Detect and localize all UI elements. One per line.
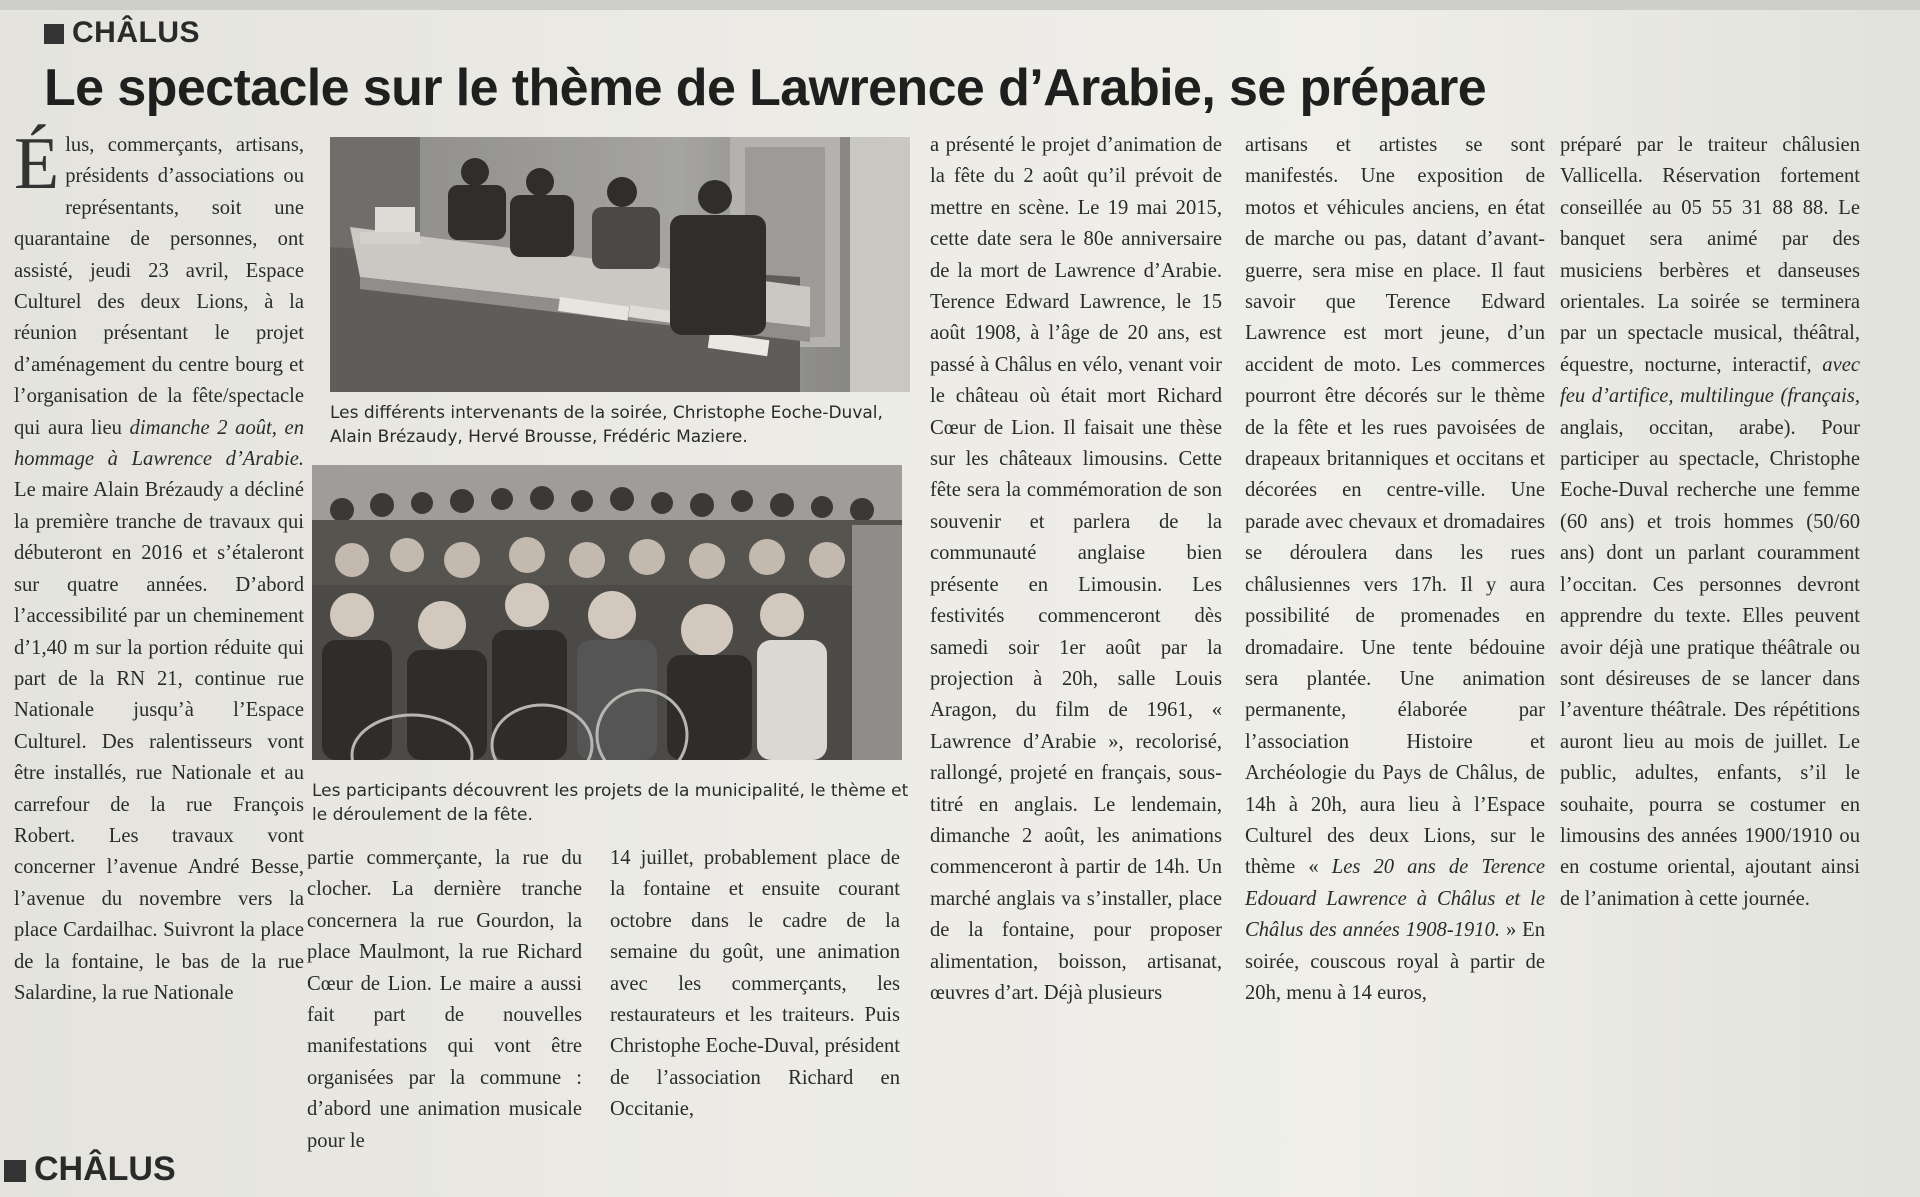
col1-text-b: Le maire Alain Brézaudy a décliné la première tranche de travaux qui débuteront en 2016 et s’étaleront sur quatre années. D’abord l’accessibilité par un cheminement d’1,40 m sur la portion réduite qui part de la RN 21, continue rue Nationale jusqu’à l’Espace Culturel. Des ralentisseurs vont être installés, rue Nationale et au carrefour de la rue François Robert. Les travaux vont concerner l’avenue André Besse, l’avenue du novembre vers la place Cardailhac. Suivront la place de la fontaine, le bas de la rue Salardine, la rue Nationale — [14, 479, 304, 1004]
top-edge — [0, 0, 1920, 10]
article-column-5 — [1245, 130, 1545, 1009]
article-column-1 — [14, 123, 304, 1009]
article-column-3 — [610, 843, 900, 1126]
section-title-top: CHÂLUS — [72, 16, 200, 49]
col6-text-a: préparé par le traiteur châlusien Vallicella. Réservation fortement conseillée au 05 55 31 88 88. Le banquet sera animé par des musiciens berbères et danseuses orientales. La soirée se terminera par un spectacle musical, théâtral, équestre, nocturne, interactif, — [1560, 134, 1860, 376]
col2-text: partie commerçante, la rue du clocher. La dernière tranche concernera la rue Gourdon, la place Maulmont, la rue Richard Cœur de Lion. Le maire a aussi fait part de nouvelles manifestations qui vont être organisées par la commune : d’abord une animation musicale pour le — [307, 847, 582, 1152]
article-headline: Le spectacle sur le thème de Lawrence d’Arabie, se prépare — [44, 59, 1487, 117]
col3-text: 14 juillet, probablement place de la fontaine et ensuite courant octobre dans le cadre de la semaine du goût, une animation avec les commerçants, les restaurateurs et les traiteurs. Puis Christophe Eoche-Duval, président de l’association Richard en Occitanie, — [610, 847, 900, 1121]
photo-audience — [312, 465, 902, 760]
photo-audience-image — [312, 465, 902, 760]
section-header-top — [44, 16, 200, 50]
col5-text-b: » En soirée, couscous royal à partir de 20h, menu à 14 euros, — [1245, 919, 1545, 1004]
section-square-icon — [44, 24, 64, 44]
photo-speakers — [330, 137, 910, 392]
article-column-6 — [1560, 130, 1860, 915]
col4-text: a présenté le projet d’animation de la fête du 2 août qu’il prévoit de mettre en scène. Le 19 mai 2015, cette date sera le 80e anniversaire de la mort de Lawrence d’Arabie. Terence Edward Lawrence, le 15 août 1908, à l’âge de 20 ans, est passé à Châlus en vélo, venant voir le château où était mort Richard Cœur de Lion. Il faisait une thèse sur les châteaux limousins. Cette fête sera la commémoration de son souvenir et parlera de la communauté anglaise bien présente en Limousin. Les festivités commenceront dès samedi soir 1er août par la projection à 20h, salle Louis Aragon, du film de 1961, « Lawrence d’Arabie », recolorisé, rallongé, projeté en français, sous-titré en anglais. Le lendemain, dimanche 2 août, les animations commenceront à partir de 14h. Un marché anglais va s’installer, place de la fontaine, pour proposer alimentation, boisson, artisanat, œuvres d’art. Déjà plusieurs — [930, 134, 1222, 1004]
section-title-bottom: CHÂLUS — [34, 1150, 176, 1188]
article-column-2 — [307, 843, 582, 1157]
col6-text-b: anglais, occitan, arabe). Pour participer au spectacle, Christophe Eoche-Duval recherche une femme (60 ans) et trois hommes (50/60 ans) dont un parlant couramment l’occitan. Ces personnes devront apprendre du texte. Elles peuvent avoir déjà une pratique théâtrale ou sont désireuses de se lancer dans l’aventure théâtrale. Des répétitions auront lieu au mois de juillet. Le public, adultes, enfants, s’il le souhaite, pourra se costumer en limousins des années 1900/1910 ou en costume oriental, ajoutant ainsi de l’animation à cette journée. — [1560, 416, 1860, 910]
col1-text-emphasis: dimanche 2 août, en hommage à Lawrence d’Arabie. — [14, 416, 304, 471]
col1-text-a: lus, commerçants, artisans, présidents d’associations ou représentants, soit une quarantaine de personnes, ont assisté, jeudi 23 avril, Espace Culturel des deux Lions, à la réunion présentant le projet d’aménagement du centre bourg et l’organisation de la fête/spectacle qui aura lieu — [14, 134, 304, 439]
photo-caption-audience: Les participants découvrent les projets de la municipalité, le thème et le déroulement de la fête. — [312, 781, 909, 825]
col5-text-emphasis: Les 20 ans de Terence Edouard Lawrence à Châlus et le Châlus des années 1908-1910. — [1245, 856, 1546, 942]
article-column-4 — [930, 130, 1222, 1009]
photo-speakers-image — [330, 137, 910, 392]
photo-caption-speakers: Les différents intervenants de la soirée, Christophe Eoche-Duval, Alain Brézaudy, Hervé Brousse, Frédéric Maziere. — [330, 403, 883, 447]
section-header-bottom — [4, 1150, 176, 1189]
col6-text-emphasis: avec feu d’artifice, multilingue (français, — [1560, 353, 1860, 408]
col5-text-a: artisans et artistes se sont manifestés. Une exposition de motos et véhicules anciens, en état de marche ou pas, datant d’avant-guerre, sera mise en place. Il faut savoir que Terence Edward Lawrence est mort jeune, d’un accident de moto. Les commerces pourront être décorés sur le thème de la fête et les rues pavoisées de drapeaux britanniques et occitans et décorées en centre-ville. Une parade avec chevaux et dromadaires se déroulera dans les rues châlusiennes vers 17h. Il y aura possibilité de promenades en dromadaire. Une tente bédouine sera plantée. Une animation permanente, élaborée par l’association Histoire et Archéologie du Pays de Châlus, de 14h à 20h, aura lieu à l’Espace Culturel des deux Lions, sur le thème « — [1245, 134, 1545, 879]
drop-cap: É — [14, 123, 60, 205]
section-square-icon-bottom — [4, 1160, 26, 1182]
